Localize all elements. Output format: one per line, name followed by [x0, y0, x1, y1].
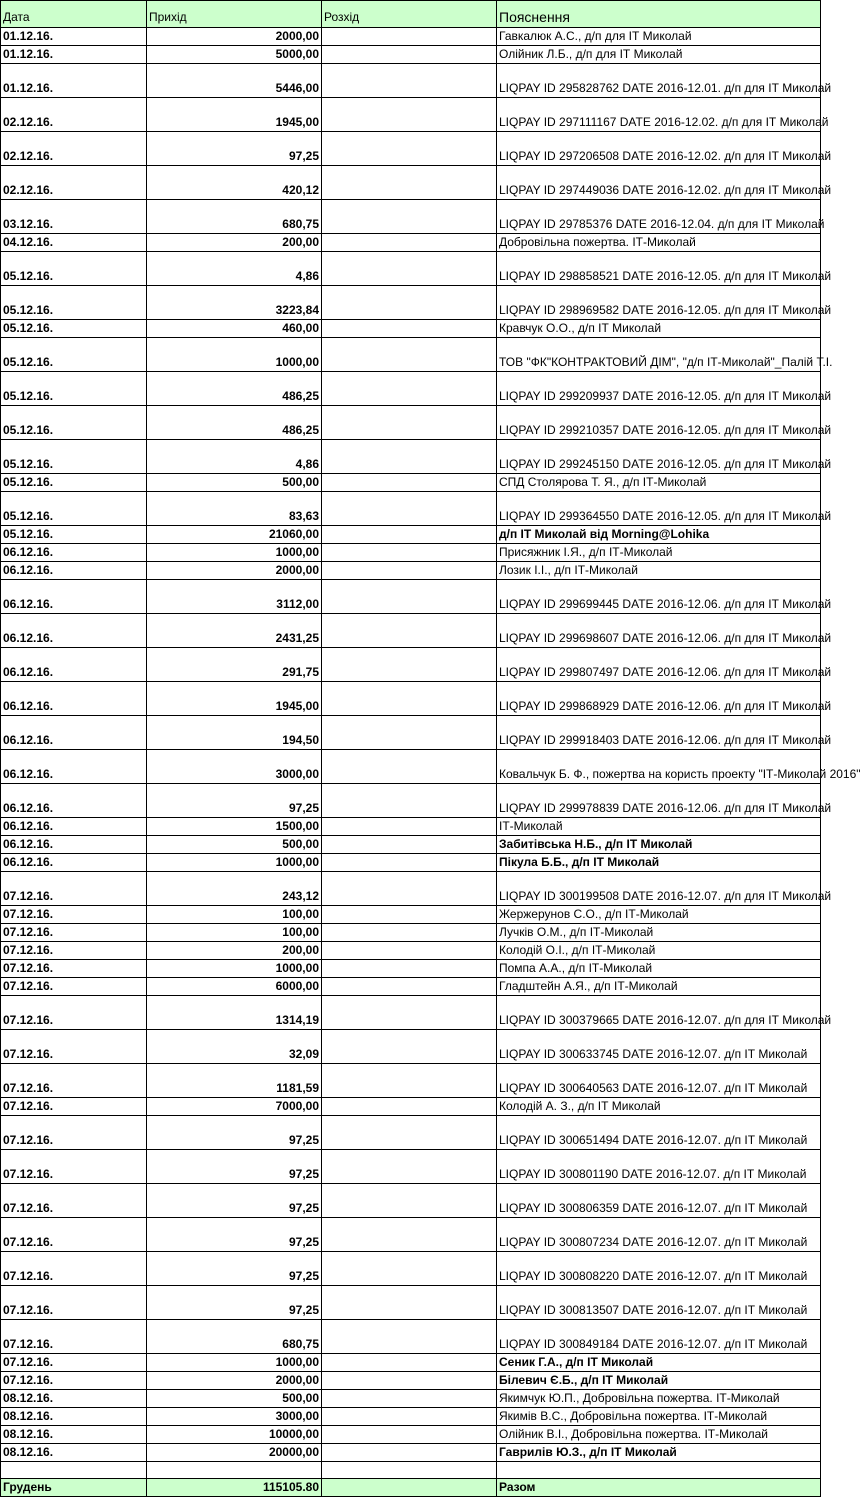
- table-row: [1, 166, 821, 200]
- table-row: [1, 1064, 821, 1098]
- cell-date[interactable]: 04.12.16.: [1, 234, 147, 252]
- cell-note[interactable]: LIQPAY ID 300651494 DATE 2016-12.07. д/п ІТ Миколай: [497, 1116, 821, 1150]
- cell-date[interactable]: 05.12.16.: [1, 492, 147, 526]
- cell-date[interactable]: 07.12.16.: [1, 1354, 147, 1372]
- cell-income[interactable]: 97,25: [147, 1184, 322, 1218]
- cell-income[interactable]: 6000,00: [147, 978, 322, 996]
- cell-note[interactable]: Пікула Б.Б., д/п ІТ Миколай: [497, 854, 821, 872]
- cell-expense[interactable]: [322, 474, 497, 492]
- cell-expense[interactable]: [322, 286, 497, 320]
- cell-expense[interactable]: [322, 716, 497, 750]
- table-row: [1, 750, 821, 784]
- header-income[interactable]: Прихід: [147, 1, 322, 28]
- table-row: [1, 1354, 821, 1372]
- cell-note[interactable]: Присяжник І.Я., д/п ІТ-Миколай: [497, 544, 821, 562]
- cell-note[interactable]: LIQPAY ID 300379665 DATE 2016-12.07. д/п для ІТ Миколай: [497, 996, 821, 1030]
- cell-income[interactable]: 83,63: [147, 492, 322, 526]
- table-row: [1, 1252, 821, 1286]
- cell-note[interactable]: LIQPAY ID 299918403 DATE 2016-12.06. д/п для ІТ Миколай: [497, 716, 821, 750]
- cell-note[interactable]: LIQPAY ID 300633745 DATE 2016-12.07. д/п ІТ Миколай: [497, 1030, 821, 1064]
- cell-expense[interactable]: [322, 1286, 497, 1320]
- cell-note[interactable]: LIQPAY ID 299210357 DATE 2016-12.05. д/п для ІТ Миколай: [497, 406, 821, 440]
- cell-expense[interactable]: [322, 818, 497, 836]
- cell-note[interactable]: Олійник Л.Б., д/п для ІТ Миколай: [497, 46, 821, 64]
- cell-note[interactable]: LIQPAY ID 299364550 DATE 2016-12.05. д/п для ІТ Миколай: [497, 492, 821, 526]
- cell-note[interactable]: LIQPAY ID 300849184 DATE 2016-12.07. д/п ІТ Миколай: [497, 1320, 821, 1354]
- table-row: [1, 1218, 821, 1252]
- cell-note[interactable]: Добровільна пожертва. ІТ-Миколай: [497, 234, 821, 252]
- table-row: [1, 46, 821, 64]
- cell-date[interactable]: 06.12.16.: [1, 682, 147, 716]
- cell-expense[interactable]: [322, 64, 497, 98]
- table-row: [1, 1390, 821, 1408]
- cell-expense[interactable]: [322, 338, 497, 372]
- table-row: [1, 1150, 821, 1184]
- cell-date[interactable]: 05.12.16.: [1, 320, 147, 338]
- cell-expense[interactable]: [322, 580, 497, 614]
- table-row: [1, 1116, 821, 1150]
- cell-date[interactable]: 08.12.16.: [1, 1390, 147, 1408]
- cell-expense[interactable]: [322, 440, 497, 474]
- cell-note[interactable]: ІТ-Миколай: [497, 818, 821, 836]
- cell-note[interactable]: LIQPAY ID 299868929 DATE 2016-12.06. д/п для ІТ Миколай: [497, 682, 821, 716]
- cell-note[interactable]: Колодій А. З., д/п ІТ Миколай: [497, 1098, 821, 1116]
- cell-note[interactable]: Лозик І.І., д/п ІТ-Миколай: [497, 562, 821, 580]
- table-row: [1, 924, 821, 942]
- cell-income[interactable]: 1000,00: [147, 960, 322, 978]
- cell-expense[interactable]: [322, 614, 497, 648]
- cell-date[interactable]: 07.12.16.: [1, 1184, 147, 1218]
- table-row: [1, 682, 821, 716]
- cell-date[interactable]: 07.12.16.: [1, 1116, 147, 1150]
- cell-expense[interactable]: [322, 960, 497, 978]
- cell-income[interactable]: 7000,00: [147, 1098, 322, 1116]
- cell-income[interactable]: 100,00: [147, 906, 322, 924]
- total-label[interactable]: Грудень: [1, 1479, 147, 1497]
- cell-note[interactable]: LIQPAY ID 299807497 DATE 2016-12.06. д/п для ІТ Миколай: [497, 648, 821, 682]
- cell-income[interactable]: 32,09: [147, 1030, 322, 1064]
- cell-date[interactable]: 05.12.16.: [1, 372, 147, 406]
- cell-income[interactable]: 3000,00: [147, 1408, 322, 1426]
- cell-expense[interactable]: [322, 200, 497, 234]
- cell-income[interactable]: 4,86: [147, 440, 322, 474]
- cell-note[interactable]: LIQPAY ID 299699445 DATE 2016-12.06. д/п для ІТ Миколай: [497, 580, 821, 614]
- cell-expense[interactable]: [322, 682, 497, 716]
- table-row: [1, 132, 821, 166]
- header-date[interactable]: Дата: [1, 1, 147, 28]
- cell-date[interactable]: 06.12.16.: [1, 716, 147, 750]
- cell-income[interactable]: 97,25: [147, 784, 322, 818]
- cell-income[interactable]: 2431,25: [147, 614, 322, 648]
- cell-income[interactable]: 486,25: [147, 372, 322, 406]
- cell-date[interactable]: 07.12.16.: [1, 872, 147, 906]
- table-row: [1, 818, 821, 836]
- cell-income[interactable]: [147, 1462, 322, 1479]
- cell-note[interactable]: LIQPAY ID 300801190 DATE 2016-12.07. д/п ІТ Миколай: [497, 1150, 821, 1184]
- cell-income[interactable]: 200,00: [147, 942, 322, 960]
- cell-income[interactable]: 4,86: [147, 252, 322, 286]
- table-row: [1, 996, 821, 1030]
- cell-date[interactable]: 06.12.16.: [1, 614, 147, 648]
- cell-note[interactable]: Кравчук О.О., д/п ІТ Миколай: [497, 320, 821, 338]
- cell-expense[interactable]: [322, 836, 497, 854]
- cell-date[interactable]: 07.12.16.: [1, 906, 147, 924]
- cell-income[interactable]: 1000,00: [147, 854, 322, 872]
- cell-date[interactable]: 05.12.16.: [1, 440, 147, 474]
- cell-expense[interactable]: [322, 978, 497, 996]
- cell-expense[interactable]: [322, 1116, 497, 1150]
- cell-income[interactable]: 486,25: [147, 406, 322, 440]
- cell-note[interactable]: СПД Столярова Т. Я., д/п ІТ-Миколай: [497, 474, 821, 492]
- cell-note[interactable]: Ковальчук Б. Ф., пожертва на користь проекту "ІТ-Миколай 2016": [497, 750, 821, 784]
- cell-expense[interactable]: [322, 648, 497, 682]
- cell-expense[interactable]: [322, 1408, 497, 1426]
- table-row: [1, 544, 821, 562]
- cell-note[interactable]: LIQPAY ID 300813507 DATE 2016-12.07. д/п ІТ Миколай: [497, 1286, 821, 1320]
- cell-expense[interactable]: [322, 252, 497, 286]
- cell-note[interactable]: Лучків О.М., д/п ІТ-Миколай: [497, 924, 821, 942]
- table-row: [1, 492, 821, 526]
- table-row: [1, 836, 821, 854]
- table-row: [1, 320, 821, 338]
- cell-note[interactable]: Забитівська Н.Б., д/п ІТ Миколай: [497, 836, 821, 854]
- cell-date[interactable]: 08.12.16.: [1, 1444, 147, 1462]
- cell-date[interactable]: 07.12.16.: [1, 960, 147, 978]
- total-note[interactable]: Разом: [497, 1479, 821, 1497]
- cell-date[interactable]: 06.12.16.: [1, 562, 147, 580]
- cell-date[interactable]: 05.12.16.: [1, 474, 147, 492]
- cell-note[interactable]: Колодій О.І., д/п ІТ-Миколай: [497, 942, 821, 960]
- table-row: [1, 1286, 821, 1320]
- cell-note[interactable]: LIQPAY ID 299698607 DATE 2016-12.06. д/п для ІТ Миколай: [497, 614, 821, 648]
- cell-income[interactable]: 97,25: [147, 1286, 322, 1320]
- cell-expense[interactable]: [322, 320, 497, 338]
- cell-date[interactable]: 02.12.16.: [1, 98, 147, 132]
- cell-date[interactable]: 05.12.16.: [1, 338, 147, 372]
- table-row: [1, 1184, 821, 1218]
- cell-expense[interactable]: [322, 1218, 497, 1252]
- table-row: [1, 98, 821, 132]
- table-row: [1, 286, 821, 320]
- table-row: [1, 716, 821, 750]
- cell-note[interactable]: LIQPAY ID 298858521 DATE 2016-12.05. д/п для ІТ Миколай: [497, 252, 821, 286]
- cell-income[interactable]: 243,12: [147, 872, 322, 906]
- cell-date[interactable]: 06.12.16.: [1, 818, 147, 836]
- cell-date[interactable]: 02.12.16.: [1, 132, 147, 166]
- header-expense[interactable]: Розхід: [322, 1, 497, 28]
- cell-note[interactable]: Гавкалюк А.С., д/п для ІТ Миколай: [497, 28, 821, 46]
- cell-date[interactable]: 07.12.16.: [1, 1218, 147, 1252]
- cell-note[interactable]: Сеник Г.А., д/п ІТ Миколай: [497, 1354, 821, 1372]
- cell-expense[interactable]: [322, 924, 497, 942]
- cell-income[interactable]: 1000,00: [147, 338, 322, 372]
- cell-date[interactable]: 06.12.16.: [1, 580, 147, 614]
- cell-date[interactable]: 02.12.16.: [1, 166, 147, 200]
- table-row: [1, 406, 821, 440]
- table-row: [1, 234, 821, 252]
- cell-note[interactable]: LIQPAY ID 300808220 DATE 2016-12.07. д/п ІТ Миколай: [497, 1252, 821, 1286]
- cell-income[interactable]: 2000,00: [147, 562, 322, 580]
- cell-expense[interactable]: [322, 1030, 497, 1064]
- table-row: [1, 372, 821, 406]
- cell-expense[interactable]: [322, 166, 497, 200]
- cell-income[interactable]: 21060,00: [147, 526, 322, 544]
- cell-date[interactable]: 06.12.16.: [1, 544, 147, 562]
- cell-income[interactable]: 500,00: [147, 1390, 322, 1408]
- table-row: [1, 854, 821, 872]
- cell-date[interactable]: 07.12.16.: [1, 1150, 147, 1184]
- table-row: [1, 1426, 821, 1444]
- total-amount[interactable]: 115105.80: [147, 1479, 322, 1497]
- cell-income[interactable]: 97,25: [147, 132, 322, 166]
- table-row: [1, 1444, 821, 1462]
- table-row: [1, 526, 821, 544]
- cell-expense[interactable]: [322, 492, 497, 526]
- cell-date[interactable]: 06.12.16.: [1, 648, 147, 682]
- cell-date[interactable]: 07.12.16.: [1, 924, 147, 942]
- table-row: [1, 648, 821, 682]
- cell-income[interactable]: 5000,00: [147, 46, 322, 64]
- table-row: [1, 28, 821, 46]
- cell-income[interactable]: 20000,00: [147, 1444, 322, 1462]
- cell-income[interactable]: 1945,00: [147, 98, 322, 132]
- cell-date[interactable]: 07.12.16.: [1, 1320, 147, 1354]
- cell-income[interactable]: 420,12: [147, 166, 322, 200]
- cell-date[interactable]: 03.12.16.: [1, 200, 147, 234]
- cell-date[interactable]: 07.12.16.: [1, 1372, 147, 1390]
- table-row: [1, 200, 821, 234]
- cell-expense[interactable]: [322, 544, 497, 562]
- cell-expense[interactable]: [322, 1426, 497, 1444]
- cell-expense[interactable]: [322, 1184, 497, 1218]
- table-row: [1, 338, 821, 372]
- cell-income[interactable]: 680,75: [147, 1320, 322, 1354]
- cell-income[interactable]: 1000,00: [147, 544, 322, 562]
- cell-expense[interactable]: [322, 46, 497, 64]
- cell-date[interactable]: 01.12.16.: [1, 28, 147, 46]
- cell-date[interactable]: 05.12.16.: [1, 526, 147, 544]
- cell-note[interactable]: LIQPAY ID 297449036 DATE 2016-12.02. д/п для ІТ Миколай: [497, 166, 821, 200]
- cell-note[interactable]: LIQPAY ID 29785376 DATE 2016-12.04. д/п для ІТ Миколай: [497, 200, 821, 234]
- cell-note[interactable]: LIQPAY ID 297111167 DATE 2016-12.02. д/п для ІТ Миколай: [497, 98, 821, 132]
- cell-income[interactable]: 500,00: [147, 474, 322, 492]
- cell-expense[interactable]: [322, 1444, 497, 1462]
- cell-date[interactable]: 07.12.16.: [1, 1064, 147, 1098]
- cell-expense[interactable]: [322, 942, 497, 960]
- cell-date[interactable]: 07.12.16.: [1, 1030, 147, 1064]
- cell-date[interactable]: 01.12.16.: [1, 64, 147, 98]
- table-row: [1, 562, 821, 580]
- cell-date[interactable]: 05.12.16.: [1, 286, 147, 320]
- cell-date[interactable]: 07.12.16.: [1, 1286, 147, 1320]
- cell-income[interactable]: 2000,00: [147, 1372, 322, 1390]
- cell-date[interactable]: 06.12.16.: [1, 836, 147, 854]
- table-row: [1, 784, 821, 818]
- table-row: [1, 872, 821, 906]
- cell-income[interactable]: 194,50: [147, 716, 322, 750]
- cell-expense[interactable]: [322, 996, 497, 1030]
- cell-date[interactable]: 07.12.16.: [1, 978, 147, 996]
- cell-note[interactable]: ТОВ "ФК"КОНТРАКТОВИЙ ДІМ", "д/п ІТ-Миколай"_Палій Т.І.: [497, 338, 821, 372]
- cell-expense[interactable]: [322, 784, 497, 818]
- cell-expense[interactable]: [322, 854, 497, 872]
- cell-income[interactable]: 1314,19: [147, 996, 322, 1030]
- cell-expense[interactable]: [322, 132, 497, 166]
- table-row: [1, 1098, 821, 1116]
- cell-income[interactable]: 2000,00: [147, 28, 322, 46]
- cell-note[interactable]: LIQPAY ID 300640563 DATE 2016-12.07. д/п ІТ Миколай: [497, 1064, 821, 1098]
- cell-expense[interactable]: [322, 1390, 497, 1408]
- cell-expense[interactable]: [322, 526, 497, 544]
- header-note[interactable]: Пояснення: [497, 1, 821, 28]
- cell-note[interactable]: LIQPAY ID 299978839 DATE 2016-12.06. д/п для ІТ Миколай: [497, 784, 821, 818]
- table-row: [1, 906, 821, 924]
- cell-expense[interactable]: [322, 562, 497, 580]
- cell-note[interactable]: Якимчук Ю.П., Добровільна пожертва. ІТ-Миколай: [497, 1390, 821, 1408]
- cell-date[interactable]: 07.12.16.: [1, 996, 147, 1030]
- cell-income[interactable]: 1000,00: [147, 1354, 322, 1372]
- table-row: [1, 474, 821, 492]
- cell-income[interactable]: 680,75: [147, 200, 322, 234]
- cell-date[interactable]: 06.12.16.: [1, 784, 147, 818]
- cell-expense[interactable]: [322, 1372, 497, 1390]
- cell-note[interactable]: Гаврилів Ю.З., д/п ІТ Миколай: [497, 1444, 821, 1462]
- cell-date[interactable]: 08.12.16.: [1, 1426, 147, 1444]
- cell-income[interactable]: 97,25: [147, 1252, 322, 1286]
- cell-expense[interactable]: [322, 1462, 497, 1479]
- cell-expense[interactable]: [322, 906, 497, 924]
- cell-note[interactable]: [497, 1462, 821, 1479]
- cell-note[interactable]: Гладштейн А.Я., д/п ІТ-Миколай: [497, 978, 821, 996]
- cell-income[interactable]: 3112,00: [147, 580, 322, 614]
- cell-date[interactable]: 06.12.16.: [1, 750, 147, 784]
- cell-date[interactable]: 05.12.16.: [1, 406, 147, 440]
- cell-income[interactable]: 1500,00: [147, 818, 322, 836]
- table-row: [1, 64, 821, 98]
- cell-note[interactable]: LIQPAY ID 299245150 DATE 2016-12.05. д/п для ІТ Миколай: [497, 440, 821, 474]
- table-row: [1, 1030, 821, 1064]
- cell-date[interactable]: 07.12.16.: [1, 1252, 147, 1286]
- cell-date[interactable]: 08.12.16.: [1, 1408, 147, 1426]
- cell-note[interactable]: Жержерунов С.О., д/п ІТ-Миколай: [497, 906, 821, 924]
- table-row: [1, 960, 821, 978]
- cell-expense[interactable]: [322, 872, 497, 906]
- cell-expense[interactable]: [322, 1320, 497, 1354]
- cell-date[interactable]: 07.12.16.: [1, 1098, 147, 1116]
- cell-expense[interactable]: [322, 1098, 497, 1116]
- cell-expense[interactable]: [322, 98, 497, 132]
- cell-income[interactable]: 5446,00: [147, 64, 322, 98]
- cell-income[interactable]: 291,75: [147, 648, 322, 682]
- table-body: [1, 1, 861, 1497]
- cell-expense[interactable]: [322, 234, 497, 252]
- cell-note[interactable]: Білевич Є.Б., д/п ІТ Миколай: [497, 1372, 821, 1390]
- cell-expense[interactable]: [322, 1252, 497, 1286]
- cell-note[interactable]: Олійник В.І., Добровільна пожертва. ІТ-Миколай: [497, 1426, 821, 1444]
- cell-income[interactable]: 460,00: [147, 320, 322, 338]
- cell-note[interactable]: д/п ІТ Миколай від Morning@Lohika: [497, 526, 821, 544]
- cell-date[interactable]: 01.12.16.: [1, 46, 147, 64]
- cell-income[interactable]: 97,25: [147, 1116, 322, 1150]
- cell-note[interactable]: Якимів В.С., Добровільна пожертва. ІТ-Миколай: [497, 1408, 821, 1426]
- cell-date[interactable]: 05.12.16.: [1, 252, 147, 286]
- blank-row: [1, 1462, 821, 1479]
- table-row: [1, 1408, 821, 1426]
- cell-note[interactable]: Помпа А.А., д/п ІТ-Миколай: [497, 960, 821, 978]
- cell-note[interactable]: LIQPAY ID 299209937 DATE 2016-12.05. д/п для ІТ Миколай: [497, 372, 821, 406]
- cell-income[interactable]: 1945,00: [147, 682, 322, 716]
- table-row: [1, 942, 821, 960]
- total-row: [1, 1479, 821, 1497]
- cell-date[interactable]: [1, 1462, 147, 1479]
- table-row: [1, 580, 821, 614]
- cell-note[interactable]: LIQPAY ID 298969582 DATE 2016-12.05. д/п для ІТ Миколай: [497, 286, 821, 320]
- cell-note[interactable]: LIQPAY ID 295828762 DATE 2016-12.01. д/п для ІТ Миколай: [497, 64, 821, 98]
- table-row: [1, 614, 821, 648]
- cell-date[interactable]: 06.12.16.: [1, 854, 147, 872]
- total-expense[interactable]: [322, 1479, 497, 1497]
- table-row: [1, 440, 821, 474]
- cell-expense[interactable]: [322, 1150, 497, 1184]
- cell-note[interactable]: LIQPAY ID 297206508 DATE 2016-12.02. д/п для ІТ Миколай: [497, 132, 821, 166]
- cell-income[interactable]: 500,00: [147, 836, 322, 854]
- cell-expense[interactable]: [322, 1064, 497, 1098]
- cell-income[interactable]: 97,25: [147, 1218, 322, 1252]
- cell-income[interactable]: 10000,00: [147, 1426, 322, 1444]
- cell-expense[interactable]: [322, 406, 497, 440]
- cell-expense[interactable]: [322, 372, 497, 406]
- cell-date[interactable]: 07.12.16.: [1, 942, 147, 960]
- cell-income[interactable]: 3223,84: [147, 286, 322, 320]
- cell-note[interactable]: LIQPAY ID 300806359 DATE 2016-12.07. д/п ІТ Миколай: [497, 1184, 821, 1218]
- cell-note[interactable]: LIQPAY ID 300807234 DATE 2016-12.07. д/п ІТ Миколай: [497, 1218, 821, 1252]
- table-row: [1, 1372, 821, 1390]
- cell-note[interactable]: LIQPAY ID 300199508 DATE 2016-12.07. д/п для ІТ Миколай: [497, 872, 821, 906]
- cell-income[interactable]: 3000,00: [147, 750, 322, 784]
- cell-expense[interactable]: [322, 1354, 497, 1372]
- cell-income[interactable]: 100,00: [147, 924, 322, 942]
- cell-income[interactable]: 1181,59: [147, 1064, 322, 1098]
- table-row: [1, 252, 821, 286]
- table-row: [1, 978, 821, 996]
- header-row: [1, 1, 821, 28]
- table-row: [1, 1320, 821, 1354]
- cell-income[interactable]: 200,00: [147, 234, 322, 252]
- cell-income[interactable]: 97,25: [147, 1150, 322, 1184]
- cell-expense[interactable]: [322, 28, 497, 46]
- cell-expense[interactable]: [322, 750, 497, 784]
